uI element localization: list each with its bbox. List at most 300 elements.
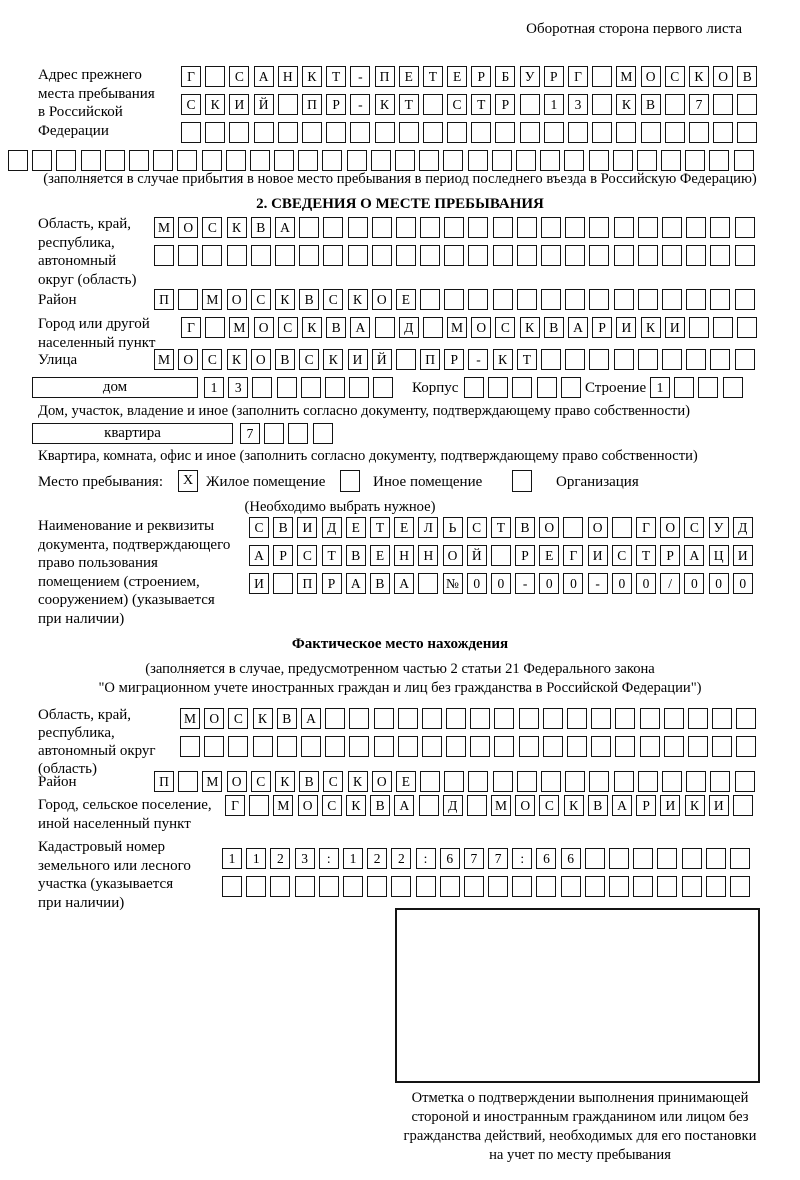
char-cell[interactable]: 1 bbox=[650, 377, 670, 398]
checkbox-residential[interactable]: X bbox=[178, 470, 198, 492]
char-cell[interactable]: - bbox=[468, 349, 488, 370]
char-cell[interactable] bbox=[541, 245, 561, 266]
char-cell[interactable]: С bbox=[251, 771, 271, 792]
char-cell[interactable] bbox=[202, 150, 222, 171]
char-cell[interactable]: И bbox=[249, 573, 269, 594]
char-cell[interactable]: С bbox=[202, 349, 222, 370]
char-cell[interactable] bbox=[396, 217, 416, 238]
char-cell[interactable] bbox=[205, 66, 225, 87]
char-cell[interactable]: Т bbox=[326, 66, 346, 87]
char-cell[interactable] bbox=[589, 771, 609, 792]
char-cell[interactable] bbox=[253, 736, 273, 757]
char-cell[interactable] bbox=[712, 736, 732, 757]
char-cell[interactable]: К bbox=[616, 94, 636, 115]
char-cell[interactable] bbox=[591, 708, 611, 729]
char-cell[interactable]: У bbox=[709, 517, 729, 538]
char-cell[interactable] bbox=[688, 736, 708, 757]
char-cell[interactable] bbox=[325, 377, 345, 398]
char-cell[interactable] bbox=[614, 245, 634, 266]
char-cell[interactable] bbox=[249, 795, 269, 816]
char-cell[interactable] bbox=[565, 245, 585, 266]
char-cell[interactable] bbox=[420, 217, 440, 238]
char-cell[interactable] bbox=[519, 736, 539, 757]
char-cell[interactable] bbox=[349, 708, 369, 729]
char-cell[interactable] bbox=[301, 377, 321, 398]
char-cell[interactable] bbox=[470, 736, 490, 757]
char-cell[interactable] bbox=[444, 245, 464, 266]
char-cell[interactable] bbox=[736, 708, 756, 729]
char-cell[interactable] bbox=[682, 848, 702, 869]
char-cell[interactable]: Г bbox=[181, 66, 201, 87]
char-cell[interactable] bbox=[322, 150, 342, 171]
char-cell[interactable] bbox=[444, 771, 464, 792]
char-cell[interactable] bbox=[567, 708, 587, 729]
char-cell[interactable]: 0 bbox=[467, 573, 487, 594]
char-cell[interactable] bbox=[440, 876, 460, 897]
char-cell[interactable]: Т bbox=[370, 517, 390, 538]
char-cell[interactable]: Р bbox=[515, 545, 535, 566]
char-cell[interactable]: - bbox=[350, 66, 370, 87]
char-cell[interactable] bbox=[520, 94, 540, 115]
char-cell[interactable] bbox=[737, 317, 757, 338]
char-cell[interactable]: 6 bbox=[440, 848, 460, 869]
char-cell[interactable] bbox=[735, 349, 755, 370]
char-cell[interactable]: Е bbox=[539, 545, 559, 566]
char-cell[interactable] bbox=[638, 349, 658, 370]
char-cell[interactable] bbox=[298, 150, 318, 171]
char-cell[interactable] bbox=[349, 736, 369, 757]
char-cell[interactable] bbox=[56, 150, 76, 171]
char-cell[interactable] bbox=[686, 245, 706, 266]
char-cell[interactable]: 0 bbox=[733, 573, 753, 594]
char-cell[interactable]: П bbox=[297, 573, 317, 594]
char-cell[interactable]: К bbox=[205, 94, 225, 115]
char-cell[interactable]: 1 bbox=[246, 848, 266, 869]
char-cell[interactable]: 1 bbox=[222, 848, 242, 869]
char-cell[interactable] bbox=[251, 245, 271, 266]
char-cell[interactable] bbox=[662, 245, 682, 266]
char-cell[interactable] bbox=[589, 289, 609, 310]
char-cell[interactable]: В bbox=[588, 795, 608, 816]
char-cell[interactable]: Д bbox=[733, 517, 753, 538]
char-cell[interactable]: В bbox=[346, 545, 366, 566]
char-cell[interactable] bbox=[444, 217, 464, 238]
char-cell[interactable]: Е bbox=[396, 289, 416, 310]
char-cell[interactable] bbox=[589, 245, 609, 266]
char-cell[interactable]: С bbox=[323, 289, 343, 310]
char-cell[interactable]: : bbox=[319, 848, 339, 869]
char-cell[interactable]: Р bbox=[544, 66, 564, 87]
char-cell[interactable] bbox=[609, 848, 629, 869]
char-cell[interactable] bbox=[398, 736, 418, 757]
char-cell[interactable]: О bbox=[251, 349, 271, 370]
char-cell[interactable] bbox=[301, 736, 321, 757]
char-cell[interactable] bbox=[614, 289, 634, 310]
char-cell[interactable] bbox=[710, 245, 730, 266]
char-cell[interactable]: 0 bbox=[636, 573, 656, 594]
char-cell[interactable] bbox=[640, 736, 660, 757]
char-cell[interactable] bbox=[299, 245, 319, 266]
char-cell[interactable]: : bbox=[416, 848, 436, 869]
char-cell[interactable]: К bbox=[689, 66, 709, 87]
char-cell[interactable] bbox=[589, 349, 609, 370]
char-cell[interactable]: Т bbox=[322, 545, 342, 566]
char-cell[interactable] bbox=[540, 150, 560, 171]
char-cell[interactable]: И bbox=[348, 349, 368, 370]
char-cell[interactable] bbox=[488, 876, 508, 897]
char-cell[interactable] bbox=[665, 122, 685, 143]
char-cell[interactable]: - bbox=[515, 573, 535, 594]
char-cell[interactable] bbox=[178, 289, 198, 310]
char-cell[interactable] bbox=[641, 122, 661, 143]
char-cell[interactable]: О bbox=[539, 517, 559, 538]
char-cell[interactable]: В bbox=[370, 795, 390, 816]
char-cell[interactable] bbox=[614, 771, 634, 792]
char-cell[interactable] bbox=[733, 795, 753, 816]
char-cell[interactable]: Г bbox=[563, 545, 583, 566]
char-cell[interactable] bbox=[735, 771, 755, 792]
char-cell[interactable] bbox=[419, 150, 439, 171]
char-cell[interactable] bbox=[585, 848, 605, 869]
char-cell[interactable] bbox=[349, 377, 369, 398]
char-cell[interactable]: 3 bbox=[568, 94, 588, 115]
char-cell[interactable]: К bbox=[685, 795, 705, 816]
char-cell[interactable]: О bbox=[298, 795, 318, 816]
char-cell[interactable] bbox=[662, 217, 682, 238]
char-cell[interactable]: К bbox=[227, 217, 247, 238]
char-cell[interactable] bbox=[585, 876, 605, 897]
char-cell[interactable] bbox=[423, 317, 443, 338]
char-cell[interactable] bbox=[396, 349, 416, 370]
char-cell[interactable] bbox=[420, 771, 440, 792]
char-cell[interactable]: 6 bbox=[536, 848, 556, 869]
char-cell[interactable]: С bbox=[181, 94, 201, 115]
char-cell[interactable]: - bbox=[588, 573, 608, 594]
char-cell[interactable]: : bbox=[512, 848, 532, 869]
char-cell[interactable] bbox=[488, 377, 508, 398]
char-cell[interactable]: М bbox=[202, 289, 222, 310]
char-cell[interactable] bbox=[713, 317, 733, 338]
char-cell[interactable]: А bbox=[254, 66, 274, 87]
char-cell[interactable]: С bbox=[297, 545, 317, 566]
char-cell[interactable]: С bbox=[495, 317, 515, 338]
char-cell[interactable]: Г bbox=[636, 517, 656, 538]
char-cell[interactable] bbox=[561, 377, 581, 398]
char-cell[interactable]: Е bbox=[346, 517, 366, 538]
char-cell[interactable] bbox=[494, 736, 514, 757]
char-cell[interactable]: 7 bbox=[689, 94, 709, 115]
char-cell[interactable] bbox=[180, 736, 200, 757]
char-cell[interactable] bbox=[326, 122, 346, 143]
char-cell[interactable] bbox=[367, 876, 387, 897]
char-cell[interactable]: И bbox=[733, 545, 753, 566]
char-cell[interactable] bbox=[250, 150, 270, 171]
char-cell[interactable] bbox=[375, 317, 395, 338]
char-cell[interactable] bbox=[278, 122, 298, 143]
char-cell[interactable] bbox=[205, 122, 225, 143]
char-cell[interactable] bbox=[468, 150, 488, 171]
char-cell[interactable]: Й bbox=[467, 545, 487, 566]
char-cell[interactable]: А bbox=[275, 217, 295, 238]
char-cell[interactable]: 2 bbox=[270, 848, 290, 869]
char-cell[interactable] bbox=[638, 771, 658, 792]
char-cell[interactable] bbox=[735, 245, 755, 266]
char-cell[interactable] bbox=[710, 349, 730, 370]
char-cell[interactable]: С bbox=[299, 349, 319, 370]
char-cell[interactable]: М bbox=[273, 795, 293, 816]
char-cell[interactable]: К bbox=[493, 349, 513, 370]
char-cell[interactable]: К bbox=[348, 289, 368, 310]
char-cell[interactable] bbox=[517, 217, 537, 238]
char-cell[interactable] bbox=[519, 708, 539, 729]
char-cell[interactable]: М bbox=[447, 317, 467, 338]
char-cell[interactable]: Р bbox=[326, 94, 346, 115]
char-cell[interactable] bbox=[350, 122, 370, 143]
char-cell[interactable]: М bbox=[491, 795, 511, 816]
char-cell[interactable]: К bbox=[323, 349, 343, 370]
char-cell[interactable]: Д bbox=[443, 795, 463, 816]
char-cell[interactable]: Ц bbox=[709, 545, 729, 566]
char-cell[interactable]: О bbox=[660, 517, 680, 538]
char-cell[interactable]: С bbox=[323, 771, 343, 792]
char-cell[interactable] bbox=[8, 150, 28, 171]
char-cell[interactable] bbox=[154, 245, 174, 266]
char-cell[interactable] bbox=[686, 217, 706, 238]
char-cell[interactable] bbox=[520, 122, 540, 143]
char-cell[interactable]: О bbox=[178, 349, 198, 370]
char-cell[interactable] bbox=[177, 150, 197, 171]
char-cell[interactable] bbox=[686, 289, 706, 310]
char-cell[interactable]: А bbox=[394, 573, 414, 594]
char-cell[interactable] bbox=[737, 94, 757, 115]
char-cell[interactable] bbox=[491, 545, 511, 566]
char-cell[interactable]: А bbox=[684, 545, 704, 566]
char-cell[interactable] bbox=[541, 771, 561, 792]
char-cell[interactable]: С bbox=[229, 66, 249, 87]
char-cell[interactable]: Е bbox=[394, 517, 414, 538]
char-cell[interactable] bbox=[464, 377, 484, 398]
char-cell[interactable] bbox=[252, 377, 272, 398]
char-cell[interactable] bbox=[723, 377, 743, 398]
char-cell[interactable] bbox=[565, 289, 585, 310]
char-cell[interactable]: Р bbox=[495, 94, 515, 115]
char-cell[interactable] bbox=[299, 217, 319, 238]
char-cell[interactable] bbox=[443, 150, 463, 171]
char-cell[interactable]: Р bbox=[444, 349, 464, 370]
char-cell[interactable]: С bbox=[251, 289, 271, 310]
char-cell[interactable]: № bbox=[443, 573, 463, 594]
char-cell[interactable]: К bbox=[302, 317, 322, 338]
char-cell[interactable]: 7 bbox=[488, 848, 508, 869]
char-cell[interactable] bbox=[713, 94, 733, 115]
char-cell[interactable] bbox=[372, 217, 392, 238]
char-cell[interactable] bbox=[614, 217, 634, 238]
char-cell[interactable] bbox=[698, 377, 718, 398]
char-cell[interactable] bbox=[278, 94, 298, 115]
char-cell[interactable] bbox=[541, 349, 561, 370]
char-cell[interactable]: 0 bbox=[709, 573, 729, 594]
char-cell[interactable] bbox=[565, 771, 585, 792]
char-cell[interactable]: С bbox=[684, 517, 704, 538]
char-cell[interactable] bbox=[706, 876, 726, 897]
char-cell[interactable]: К bbox=[564, 795, 584, 816]
char-cell[interactable]: И bbox=[660, 795, 680, 816]
char-cell[interactable] bbox=[737, 122, 757, 143]
char-cell[interactable] bbox=[730, 876, 750, 897]
char-cell[interactable] bbox=[32, 150, 52, 171]
char-cell[interactable] bbox=[375, 122, 395, 143]
char-cell[interactable] bbox=[493, 771, 513, 792]
char-cell[interactable]: С bbox=[447, 94, 467, 115]
char-cell[interactable] bbox=[81, 150, 101, 171]
char-cell[interactable]: Ь bbox=[443, 517, 463, 538]
char-cell[interactable]: С bbox=[278, 317, 298, 338]
char-cell[interactable]: О bbox=[372, 771, 392, 792]
char-cell[interactable] bbox=[273, 573, 293, 594]
char-cell[interactable] bbox=[264, 423, 284, 444]
char-cell[interactable]: О bbox=[254, 317, 274, 338]
char-cell[interactable] bbox=[517, 771, 537, 792]
char-cell[interactable] bbox=[467, 795, 487, 816]
char-cell[interactable] bbox=[565, 349, 585, 370]
char-cell[interactable] bbox=[495, 122, 515, 143]
char-cell[interactable] bbox=[468, 217, 488, 238]
char-cell[interactable] bbox=[612, 517, 632, 538]
char-cell[interactable]: П bbox=[420, 349, 440, 370]
char-cell[interactable] bbox=[688, 708, 708, 729]
char-cell[interactable] bbox=[372, 245, 392, 266]
char-cell[interactable]: К bbox=[520, 317, 540, 338]
char-cell[interactable] bbox=[665, 94, 685, 115]
char-cell[interactable]: В bbox=[275, 349, 295, 370]
char-cell[interactable] bbox=[689, 122, 709, 143]
char-cell[interactable] bbox=[419, 795, 439, 816]
char-cell[interactable]: А bbox=[612, 795, 632, 816]
char-cell[interactable] bbox=[178, 771, 198, 792]
char-cell[interactable] bbox=[638, 217, 658, 238]
char-cell[interactable]: В bbox=[515, 517, 535, 538]
char-cell[interactable] bbox=[254, 122, 274, 143]
char-cell[interactable] bbox=[348, 245, 368, 266]
char-cell[interactable] bbox=[105, 150, 125, 171]
char-cell[interactable] bbox=[567, 736, 587, 757]
char-cell[interactable] bbox=[277, 377, 297, 398]
char-cell[interactable] bbox=[444, 289, 464, 310]
char-cell[interactable]: В bbox=[299, 771, 319, 792]
char-cell[interactable]: А bbox=[568, 317, 588, 338]
char-cell[interactable] bbox=[325, 708, 345, 729]
char-cell[interactable]: Д bbox=[322, 517, 342, 538]
char-cell[interactable] bbox=[735, 217, 755, 238]
char-cell[interactable] bbox=[633, 876, 653, 897]
char-cell[interactable] bbox=[664, 708, 684, 729]
char-cell[interactable]: О bbox=[372, 289, 392, 310]
char-cell[interactable] bbox=[423, 122, 443, 143]
char-cell[interactable]: / bbox=[660, 573, 680, 594]
char-cell[interactable] bbox=[657, 848, 677, 869]
char-cell[interactable] bbox=[398, 708, 418, 729]
char-cell[interactable] bbox=[640, 708, 660, 729]
char-cell[interactable]: О bbox=[227, 771, 247, 792]
char-cell[interactable]: Е bbox=[370, 545, 390, 566]
char-cell[interactable]: Н bbox=[278, 66, 298, 87]
char-cell[interactable] bbox=[396, 245, 416, 266]
char-cell[interactable] bbox=[568, 122, 588, 143]
char-cell[interactable]: О bbox=[227, 289, 247, 310]
char-cell[interactable] bbox=[494, 708, 514, 729]
char-cell[interactable]: М bbox=[229, 317, 249, 338]
char-cell[interactable] bbox=[614, 349, 634, 370]
char-cell[interactable]: 0 bbox=[539, 573, 559, 594]
char-cell[interactable] bbox=[228, 736, 248, 757]
char-cell[interactable] bbox=[710, 217, 730, 238]
char-cell[interactable]: Л bbox=[418, 517, 438, 538]
char-cell[interactable] bbox=[686, 771, 706, 792]
char-cell[interactable] bbox=[662, 289, 682, 310]
char-cell[interactable]: О bbox=[641, 66, 661, 87]
char-cell[interactable] bbox=[323, 245, 343, 266]
char-cell[interactable]: 0 bbox=[563, 573, 583, 594]
char-cell[interactable] bbox=[710, 771, 730, 792]
char-cell[interactable] bbox=[295, 876, 315, 897]
char-cell[interactable] bbox=[468, 771, 488, 792]
char-cell[interactable] bbox=[537, 377, 557, 398]
char-cell[interactable] bbox=[373, 377, 393, 398]
char-cell[interactable]: В bbox=[737, 66, 757, 87]
char-cell[interactable] bbox=[512, 876, 532, 897]
char-cell[interactable]: 2 bbox=[367, 848, 387, 869]
char-cell[interactable] bbox=[493, 245, 513, 266]
char-cell[interactable]: К bbox=[253, 708, 273, 729]
char-cell[interactable]: С bbox=[249, 517, 269, 538]
char-cell[interactable] bbox=[418, 573, 438, 594]
char-cell[interactable] bbox=[348, 217, 368, 238]
char-cell[interactable] bbox=[446, 708, 466, 729]
char-cell[interactable] bbox=[736, 736, 756, 757]
char-cell[interactable]: Й bbox=[372, 349, 392, 370]
char-cell[interactable] bbox=[446, 736, 466, 757]
char-cell[interactable] bbox=[592, 66, 612, 87]
char-cell[interactable] bbox=[319, 876, 339, 897]
char-cell[interactable] bbox=[399, 122, 419, 143]
char-cell[interactable]: Т bbox=[423, 66, 443, 87]
char-cell[interactable] bbox=[609, 876, 629, 897]
char-cell[interactable]: Н bbox=[394, 545, 414, 566]
char-cell[interactable] bbox=[153, 150, 173, 171]
char-cell[interactable] bbox=[710, 289, 730, 310]
char-cell[interactable]: М bbox=[202, 771, 222, 792]
char-cell[interactable] bbox=[706, 848, 726, 869]
char-cell[interactable]: О bbox=[443, 545, 463, 566]
char-cell[interactable] bbox=[205, 317, 225, 338]
char-cell[interactable] bbox=[730, 848, 750, 869]
char-cell[interactable]: 1 bbox=[204, 377, 224, 398]
char-cell[interactable] bbox=[689, 317, 709, 338]
char-cell[interactable]: Р bbox=[660, 545, 680, 566]
char-cell[interactable] bbox=[492, 150, 512, 171]
char-cell[interactable]: И bbox=[588, 545, 608, 566]
char-cell[interactable]: А bbox=[249, 545, 269, 566]
char-cell[interactable]: П bbox=[154, 771, 174, 792]
char-cell[interactable]: К bbox=[346, 795, 366, 816]
char-cell[interactable]: Р bbox=[471, 66, 491, 87]
char-cell[interactable] bbox=[181, 122, 201, 143]
char-cell[interactable] bbox=[544, 122, 564, 143]
char-cell[interactable] bbox=[275, 245, 295, 266]
char-cell[interactable]: О bbox=[588, 517, 608, 538]
char-cell[interactable]: Р bbox=[322, 573, 342, 594]
char-cell[interactable]: Д bbox=[399, 317, 419, 338]
